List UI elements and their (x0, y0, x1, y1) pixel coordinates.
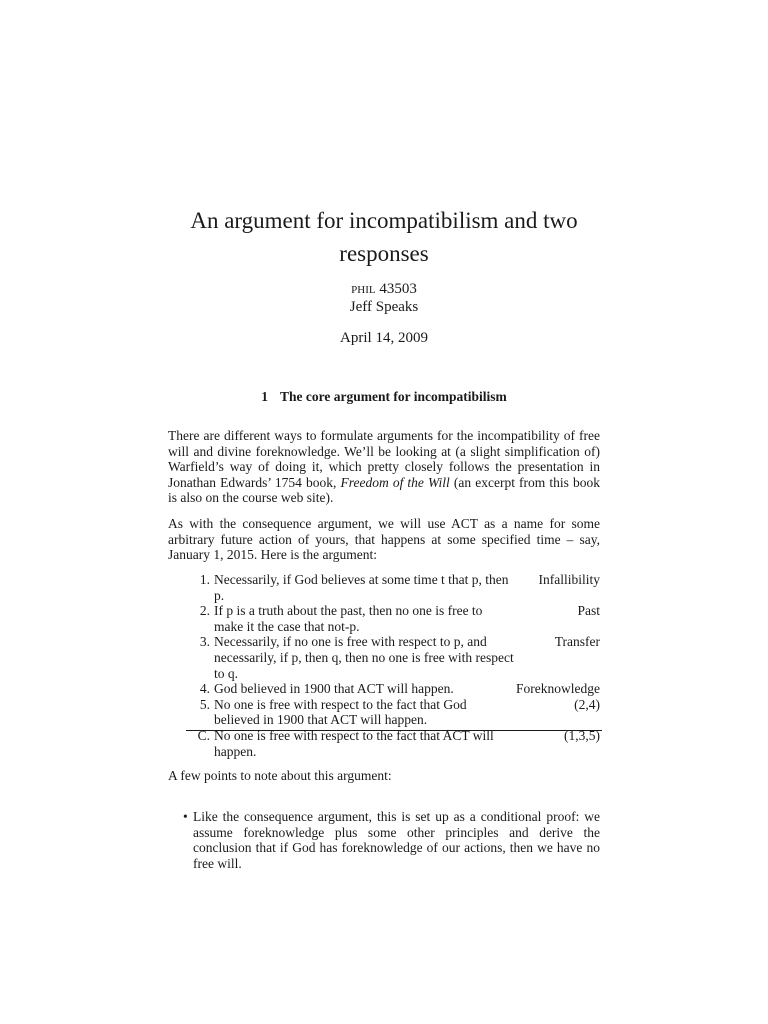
step-number: 4. (199, 681, 210, 697)
argument-list (190, 572, 600, 759)
step-justification: Foreknowledge (516, 681, 600, 697)
section-heading (0, 388, 768, 406)
document-title: An argument for incompatibilism and two responses (190, 208, 578, 266)
argument-step-4 (190, 681, 600, 697)
step-number: 3. (199, 634, 210, 650)
step-justification: Infallibility (538, 572, 600, 587)
book-title: Freedom of the Will (340, 474, 450, 490)
step-justification: Past (577, 603, 600, 619)
section-number: 1 (261, 389, 268, 404)
argument-step-1 (190, 572, 600, 603)
bullet-text: Like the consequence argument, this is set up as a conditional proof: we assume foreknowledge plus some other principles and derive the conclusion that if God has foreknowledge of our actions, then we have no free will. (193, 809, 600, 871)
paragraph-intro (168, 428, 600, 506)
document-date: April 14, 2009 (340, 330, 428, 346)
step-number: C. (197, 727, 210, 743)
course-code (0, 280, 768, 298)
step-number: 1. (199, 572, 210, 587)
argument-step-3 (190, 634, 600, 681)
step-justification: (2,4) (574, 696, 600, 712)
bullet-item (183, 809, 600, 871)
step-text: No one is free with respect to the fact that ACT will happen. (214, 727, 494, 759)
argument-conclusion (190, 728, 600, 759)
section-title: The core argument for incompatibilism (280, 389, 507, 404)
step-number: 2. (199, 603, 210, 619)
author-name: Jeff Speaks (349, 299, 419, 315)
bullet-list (183, 809, 600, 871)
paragraph-intro-after: (an excerpt from this book is also on the course web site). (168, 474, 600, 506)
conclusion-divider (186, 730, 602, 731)
argument-step-5 (190, 697, 600, 728)
step-justification: Transfer (554, 634, 600, 650)
step-number: 5. (199, 696, 210, 712)
argument-step-2 (190, 603, 600, 634)
step-text: If p is a truth about the past, then no one is free to make it the case that not-p. (214, 603, 483, 634)
bullet-marker: • (183, 809, 188, 824)
paragraph-intro-before: There are different ways to formulate arguments for the incompatibility of free will and divine foreknowledge. We’ll be looking at (a slight simplification of) Warfield’s way of doing it, which pretty closely follows the presentation in Jonathan Edwards’ 1754 book, (168, 428, 600, 490)
step-text: God believed in 1900 that ACT will happen. (214, 681, 454, 697)
step-text: No one is free with respect to the fact that God believed in 1900 that ACT will happen. (214, 696, 467, 728)
step-text: Necessarily, if God believes at some time t that p, then p. (214, 572, 509, 603)
step-text: Necessarily, if no one is free with respect to p, and necessarily, if p, then q, then no one is free with respect to q. (214, 634, 514, 681)
paragraph-act: As with the consequence argument, we will use ACT as a name for some arbitrary future action of yours, that happens at some specified time – say, January 1, 2015. Here is the argument: (168, 516, 600, 563)
step-justification: (1,3,5) (564, 727, 600, 743)
course-code-text: phil 43503 (351, 281, 417, 297)
paragraph-points: A few points to note about this argument: (168, 768, 392, 783)
